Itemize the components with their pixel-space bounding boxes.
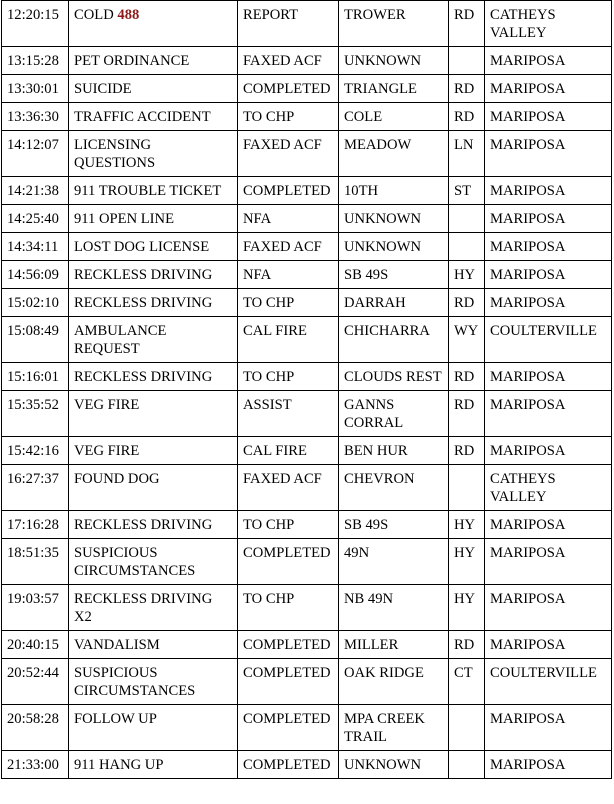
street-cell-text: TRIANGLE xyxy=(344,81,417,97)
call-type-cell xyxy=(69,391,238,437)
disposition-cell-text: TO CHP xyxy=(243,369,295,385)
disposition-cell-text: COMPLETED xyxy=(243,545,331,561)
call-type-cell xyxy=(69,631,238,659)
time-cell xyxy=(2,363,69,391)
street-cell-text: DARRAH xyxy=(344,295,406,311)
city-cell xyxy=(485,261,612,289)
street-suffix-cell-text: RD xyxy=(454,397,475,413)
street-suffix-cell xyxy=(449,585,485,631)
time-cell xyxy=(2,391,69,437)
street-cell xyxy=(339,705,449,751)
disposition-cell-text: CAL FIRE xyxy=(243,443,307,459)
table-row xyxy=(2,75,612,103)
call-type-cell xyxy=(69,233,238,261)
call-type-cell-text: FOLLOW UP xyxy=(74,711,157,727)
street-cell-text: UNKNOWN xyxy=(344,53,422,69)
city-cell xyxy=(485,539,612,585)
disposition-cell xyxy=(238,659,339,705)
call-type-cell xyxy=(69,289,238,317)
city-cell-text: MARIPOSA xyxy=(490,295,566,311)
street-cell xyxy=(339,437,449,465)
time-cell xyxy=(2,75,69,103)
disposition-cell xyxy=(238,233,339,261)
table-row xyxy=(2,363,612,391)
city-cell-text: MARIPOSA xyxy=(490,53,566,69)
street-cell-text: 10TH xyxy=(344,183,379,199)
street-suffix-cell-text: HY xyxy=(454,517,476,533)
table-row xyxy=(2,751,612,779)
disposition-cell xyxy=(238,391,339,437)
street-suffix-cell-text: RD xyxy=(454,109,475,125)
disposition-cell xyxy=(238,289,339,317)
disposition-cell xyxy=(238,465,339,511)
street-suffix-cell xyxy=(449,47,485,75)
call-type-cell-text: SUICIDE xyxy=(74,81,132,97)
street-cell-text: 49N xyxy=(344,545,370,561)
disposition-cell-text: NFA xyxy=(243,267,272,283)
street-cell xyxy=(339,391,449,437)
call-type-cell xyxy=(69,317,238,363)
street-cell xyxy=(339,317,449,363)
time-cell-text: 14:21:38 xyxy=(7,183,59,199)
city-cell-text: MARIPOSA xyxy=(490,211,566,227)
time-cell-text: 16:27:37 xyxy=(7,471,59,487)
street-cell-text: COLE xyxy=(344,109,383,125)
disposition-cell xyxy=(238,437,339,465)
disposition-cell-text: ASSIST xyxy=(243,397,292,413)
street-cell xyxy=(339,539,449,585)
street-cell-text: OAK RIDGE xyxy=(344,665,424,681)
disposition-cell xyxy=(238,103,339,131)
city-cell xyxy=(485,391,612,437)
call-type-cell xyxy=(69,705,238,751)
street-cell xyxy=(339,233,449,261)
city-cell-text: MARIPOSA xyxy=(490,239,566,255)
time-cell-text: 15:42:16 xyxy=(7,443,59,459)
street-suffix-cell xyxy=(449,317,485,363)
time-cell-text: 14:25:40 xyxy=(7,211,59,227)
table-row xyxy=(2,539,612,585)
call-type-cell xyxy=(69,75,238,103)
disposition-cell xyxy=(238,177,339,205)
city-cell-text: MARIPOSA xyxy=(490,591,566,607)
city-cell xyxy=(485,705,612,751)
street-cell-text: CHEVRON xyxy=(344,471,415,487)
disposition-cell-text: FAXED ACF xyxy=(243,471,322,487)
city-cell-text: MARIPOSA xyxy=(490,81,566,97)
time-cell-text: 13:30:01 xyxy=(7,81,59,97)
city-cell-text: COULTERVILLE xyxy=(490,665,597,681)
street-suffix-cell xyxy=(449,75,485,103)
table-row xyxy=(2,437,612,465)
street-cell-text: UNKNOWN xyxy=(344,211,422,227)
call-type-cell xyxy=(69,465,238,511)
street-suffix-cell-text: HY xyxy=(454,267,476,283)
street-suffix-cell xyxy=(449,437,485,465)
street-suffix-cell xyxy=(449,631,485,659)
street-suffix-cell-text: RD xyxy=(454,443,475,459)
city-cell xyxy=(485,75,612,103)
call-type-cell-text: VEG FIRE xyxy=(74,443,140,459)
call-type-cell xyxy=(69,205,238,233)
time-cell xyxy=(2,205,69,233)
disposition-cell xyxy=(238,511,339,539)
street-suffix-cell-text: RD xyxy=(454,637,475,653)
street-cell-text: CLOUDS REST xyxy=(344,369,442,385)
time-cell xyxy=(2,103,69,131)
street-cell xyxy=(339,659,449,705)
table-row xyxy=(2,289,612,317)
table-row xyxy=(2,631,612,659)
time-cell-text: 15:08:49 xyxy=(7,323,59,339)
city-cell xyxy=(485,363,612,391)
city-cell-text: CATHEYS VALLEY xyxy=(490,471,556,505)
table-row xyxy=(2,47,612,75)
table-row xyxy=(2,131,612,177)
street-cell-text: UNKNOWN xyxy=(344,757,422,773)
call-type-cell-text: 911 TROUBLE TICKET xyxy=(74,183,222,199)
disposition-cell xyxy=(238,317,339,363)
street-suffix-cell-text: LN xyxy=(454,137,474,153)
street-cell-text: BEN HUR xyxy=(344,443,408,459)
street-cell xyxy=(339,75,449,103)
time-cell-text: 12:20:15 xyxy=(7,7,59,23)
street-cell-text: MPA CREEK TRAIL xyxy=(344,711,425,745)
time-cell xyxy=(2,177,69,205)
time-cell xyxy=(2,131,69,177)
street-suffix-cell xyxy=(449,261,485,289)
call-type-cell-text: RECKLESS DRIVING xyxy=(74,295,213,311)
call-type-cell xyxy=(69,47,238,75)
call-type-cell xyxy=(69,1,238,47)
disposition-cell-text: CAL FIRE xyxy=(243,323,307,339)
time-cell-text: 14:12:07 xyxy=(7,137,59,153)
city-cell-text: MARIPOSA xyxy=(490,637,566,653)
table-row xyxy=(2,705,612,751)
city-cell-text: MARIPOSA xyxy=(490,267,566,283)
call-type-cell-text: RECKLESS DRIVING xyxy=(74,369,213,385)
disposition-cell-text: FAXED ACF xyxy=(243,137,322,153)
table-row xyxy=(2,465,612,511)
street-cell xyxy=(339,631,449,659)
street-cell xyxy=(339,205,449,233)
disposition-cell-text: NFA xyxy=(243,211,272,227)
time-cell xyxy=(2,585,69,631)
city-cell-text: MARIPOSA xyxy=(490,517,566,533)
time-cell-text: 13:15:28 xyxy=(7,53,59,69)
time-cell-text: 20:52:44 xyxy=(7,665,59,681)
city-cell-text: MARIPOSA xyxy=(490,757,566,773)
time-cell xyxy=(2,289,69,317)
street-suffix-cell xyxy=(449,177,485,205)
city-cell xyxy=(485,751,612,779)
table-row xyxy=(2,261,612,289)
call-type-cell xyxy=(69,511,238,539)
disposition-cell xyxy=(238,363,339,391)
time-cell xyxy=(2,659,69,705)
city-cell xyxy=(485,233,612,261)
city-cell-text: MARIPOSA xyxy=(490,545,566,561)
time-cell xyxy=(2,751,69,779)
time-cell-text: 19:03:57 xyxy=(7,591,59,607)
disposition-cell-text: TO CHP xyxy=(243,591,295,607)
city-cell xyxy=(485,289,612,317)
street-cell xyxy=(339,289,449,317)
street-suffix-cell-text: CT xyxy=(454,665,473,681)
street-suffix-cell xyxy=(449,131,485,177)
disposition-cell-text: TO CHP xyxy=(243,295,295,311)
disposition-cell-text: FAXED ACF xyxy=(243,53,322,69)
time-cell xyxy=(2,511,69,539)
table-row xyxy=(2,1,612,47)
call-type-cell-text: TRAFFIC ACCIDENT xyxy=(74,109,211,125)
call-type-cell-text: FOUND DOG xyxy=(74,471,160,487)
city-cell-text: CATHEYS VALLEY xyxy=(490,7,556,41)
disposition-cell xyxy=(238,131,339,177)
time-cell xyxy=(2,1,69,47)
call-type-cell-text: PET ORDINANCE xyxy=(74,53,190,69)
table-row xyxy=(2,233,612,261)
street-suffix-cell xyxy=(449,391,485,437)
street-suffix-cell xyxy=(449,511,485,539)
street-suffix-cell xyxy=(449,1,485,47)
disposition-cell xyxy=(238,261,339,289)
call-type-cell-text: SUSPICIOUS CIRCUMSTANCES xyxy=(74,665,196,699)
call-type-cell xyxy=(69,585,238,631)
call-type-cell xyxy=(69,539,238,585)
time-cell xyxy=(2,539,69,585)
time-cell-text: 14:56:09 xyxy=(7,267,59,283)
time-cell-text: 14:34:11 xyxy=(7,239,59,255)
city-cell xyxy=(485,585,612,631)
city-cell xyxy=(485,317,612,363)
call-type-cell-text: RECKLESS DRIVING xyxy=(74,267,213,283)
street-cell xyxy=(339,751,449,779)
street-cell xyxy=(339,363,449,391)
street-cell-text: TROWER xyxy=(344,7,406,23)
street-cell-text: MEADOW xyxy=(344,137,412,153)
time-cell-text: 21:33:00 xyxy=(7,757,59,773)
city-cell xyxy=(485,103,612,131)
street-suffix-cell-text: HY xyxy=(454,591,476,607)
disposition-cell xyxy=(238,751,339,779)
street-cell-text: CHICHARRA xyxy=(344,323,430,339)
disposition-cell-text: COMPLETED xyxy=(243,183,331,199)
city-cell-text: MARIPOSA xyxy=(490,369,566,385)
table-row xyxy=(2,585,612,631)
street-cell xyxy=(339,1,449,47)
street-suffix-cell xyxy=(449,465,485,511)
time-cell-text: 15:35:52 xyxy=(7,397,59,413)
time-cell xyxy=(2,233,69,261)
call-type-cell-text: 911 OPEN LINE xyxy=(74,211,174,227)
disposition-cell xyxy=(238,585,339,631)
city-cell-text: MARIPOSA xyxy=(490,109,566,125)
street-suffix-cell xyxy=(449,363,485,391)
call-type-cell-text: 911 HANG UP xyxy=(74,757,164,773)
street-suffix-cell-text: HY xyxy=(454,545,476,561)
time-cell xyxy=(2,631,69,659)
disposition-cell-text: TO CHP xyxy=(243,517,295,533)
disposition-cell xyxy=(238,47,339,75)
street-suffix-cell xyxy=(449,103,485,131)
city-cell-text: COULTERVILLE xyxy=(490,323,597,339)
call-type-cell xyxy=(69,363,238,391)
time-cell xyxy=(2,261,69,289)
street-suffix-cell-text: WY xyxy=(454,323,479,339)
disposition-cell-text: COMPLETED xyxy=(243,665,331,681)
city-cell xyxy=(485,1,612,47)
city-cell xyxy=(485,465,612,511)
disposition-cell xyxy=(238,1,339,47)
time-cell-text: 20:58:28 xyxy=(7,711,59,727)
call-type-cell-text: LICENSING QUESTIONS xyxy=(74,137,156,171)
call-type-cell-text: RECKLESS DRIVING X2 xyxy=(74,591,213,625)
disposition-cell xyxy=(238,631,339,659)
street-cell-text: MILLER xyxy=(344,637,399,653)
street-suffix-cell xyxy=(449,289,485,317)
disposition-cell xyxy=(238,205,339,233)
time-cell-text: 20:40:15 xyxy=(7,637,59,653)
time-cell-text: 18:51:35 xyxy=(7,545,59,561)
street-suffix-cell-text: RD xyxy=(454,369,475,385)
street-suffix-cell xyxy=(449,233,485,261)
call-type-cell xyxy=(69,177,238,205)
city-cell-text: MARIPOSA xyxy=(490,183,566,199)
street-suffix-cell-text: RD xyxy=(454,7,475,23)
time-cell-text: 15:16:01 xyxy=(7,369,59,385)
call-type-cell xyxy=(69,103,238,131)
city-cell xyxy=(485,511,612,539)
disposition-cell-text: COMPLETED xyxy=(243,757,331,773)
time-cell-text: 17:16:28 xyxy=(7,517,59,533)
street-cell xyxy=(339,47,449,75)
time-cell xyxy=(2,47,69,75)
call-type-cell xyxy=(69,437,238,465)
call-code-number: 488 xyxy=(117,7,140,23)
street-cell-text: NB 49N xyxy=(344,591,394,607)
call-type-cell-text: LOST DOG LICENSE xyxy=(74,239,210,255)
street-cell xyxy=(339,177,449,205)
city-cell xyxy=(485,205,612,233)
table-row xyxy=(2,103,612,131)
city-cell xyxy=(485,631,612,659)
call-type-cell xyxy=(69,659,238,705)
table-row xyxy=(2,177,612,205)
city-cell xyxy=(485,437,612,465)
street-cell xyxy=(339,131,449,177)
time-cell xyxy=(2,317,69,363)
disposition-cell xyxy=(238,539,339,585)
disposition-cell xyxy=(238,75,339,103)
call-type-cell-text: AMBULANCE REQUEST xyxy=(74,323,167,357)
street-cell-text: SB 49S xyxy=(344,517,389,533)
call-type-cell-text: RECKLESS DRIVING xyxy=(74,517,213,533)
table-row xyxy=(2,317,612,363)
city-cell-text: MARIPOSA xyxy=(490,137,566,153)
call-type-cell xyxy=(69,131,238,177)
call-type-cell xyxy=(69,751,238,779)
disposition-cell-text: FAXED ACF xyxy=(243,239,322,255)
call-log-body xyxy=(2,1,612,779)
call-type-cell-text: VEG FIRE xyxy=(74,397,140,413)
table-row xyxy=(2,659,612,705)
street-suffix-cell xyxy=(449,751,485,779)
time-cell xyxy=(2,705,69,751)
street-suffix-cell-text: RD xyxy=(454,295,475,311)
city-cell xyxy=(485,659,612,705)
call-type-cell-text: VANDALISM xyxy=(74,637,160,653)
disposition-cell-text: REPORT xyxy=(243,7,299,23)
street-cell xyxy=(339,585,449,631)
city-cell xyxy=(485,47,612,75)
call-type-cell-text: COLD xyxy=(74,7,118,23)
disposition-cell-text: COMPLETED xyxy=(243,711,331,727)
street-suffix-cell xyxy=(449,205,485,233)
street-suffix-cell xyxy=(449,659,485,705)
city-cell-text: MARIPOSA xyxy=(490,443,566,459)
call-log-table xyxy=(1,0,612,779)
call-type-cell-text: SUSPICIOUS CIRCUMSTANCES xyxy=(74,545,196,579)
time-cell-text: 15:02:10 xyxy=(7,295,59,311)
street-suffix-cell-text: ST xyxy=(454,183,472,199)
disposition-cell xyxy=(238,705,339,751)
disposition-cell-text: COMPLETED xyxy=(243,81,331,97)
time-cell-text: 13:36:30 xyxy=(7,109,59,125)
street-cell xyxy=(339,103,449,131)
street-cell-text: GANNS CORRAL xyxy=(344,397,404,431)
street-suffix-cell xyxy=(449,705,485,751)
street-cell xyxy=(339,465,449,511)
disposition-cell-text: COMPLETED xyxy=(243,637,331,653)
disposition-cell-text: TO CHP xyxy=(243,109,295,125)
time-cell xyxy=(2,437,69,465)
street-cell-text: UNKNOWN xyxy=(344,239,422,255)
street-suffix-cell-text: RD xyxy=(454,81,475,97)
time-cell xyxy=(2,465,69,511)
call-type-cell xyxy=(69,261,238,289)
street-suffix-cell xyxy=(449,539,485,585)
table-row xyxy=(2,205,612,233)
city-cell-text: MARIPOSA xyxy=(490,711,566,727)
street-cell xyxy=(339,511,449,539)
city-cell-text: MARIPOSA xyxy=(490,397,566,413)
city-cell xyxy=(485,131,612,177)
street-cell xyxy=(339,261,449,289)
city-cell xyxy=(485,177,612,205)
table-row xyxy=(2,391,612,437)
street-cell-text: SB 49S xyxy=(344,267,389,283)
table-row xyxy=(2,511,612,539)
